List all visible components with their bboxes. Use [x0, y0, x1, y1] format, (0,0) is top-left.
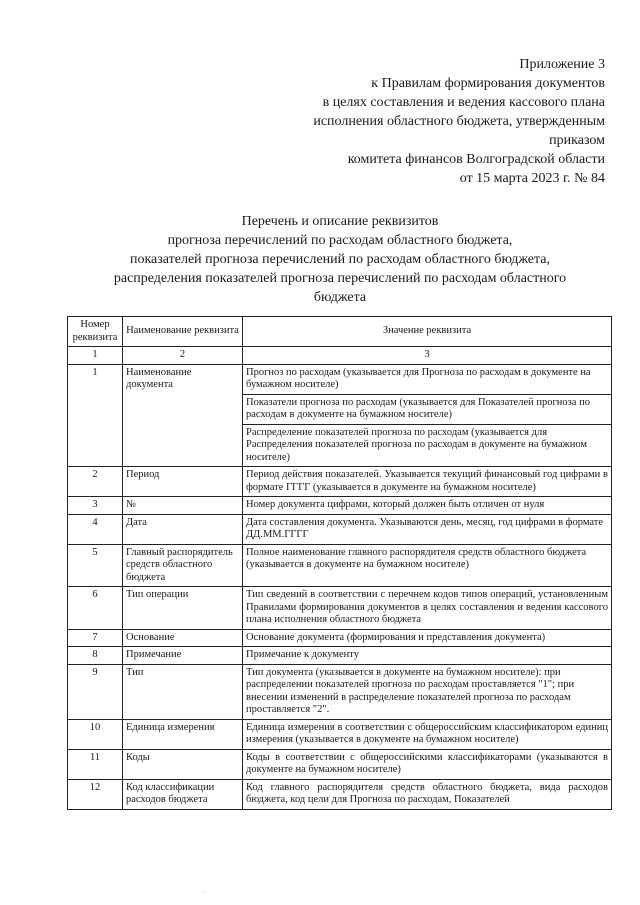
approval-line: исполнения областного бюджета, утвержденным: [313, 114, 605, 129]
row-name: Единица измерения: [123, 719, 243, 749]
row-value: Код главного распорядителя средств областного бюджета, вида расходов бюджета, код цели для Прогноза по расходам, Показателей: [243, 779, 612, 809]
table-row: [68, 629, 612, 647]
row-number: 6: [68, 587, 123, 630]
scan-artifact: .: [203, 889, 205, 895]
row-value: Примечание к документу: [243, 647, 612, 665]
row-number: 4: [68, 514, 123, 544]
row-name: Тип операции: [123, 587, 243, 630]
table-header-row: [68, 317, 612, 347]
requisites-table: [67, 316, 612, 810]
title-line: Перечень и описание реквизитов: [241, 214, 439, 229]
table-row: [68, 779, 612, 809]
row-name: Наименование документа: [123, 364, 243, 467]
header-value: Значение реквизита: [243, 317, 612, 347]
table-row: [68, 749, 612, 779]
row-number: 2: [68, 467, 123, 497]
row-name: Основание: [123, 629, 243, 647]
table-row: [68, 467, 612, 497]
row-name: Тип: [123, 664, 243, 719]
table-row: [68, 664, 612, 719]
row-name: Дата: [123, 514, 243, 544]
row-value: Основание документа (формирования и представления документа): [243, 629, 612, 647]
approval-line: комитета финансов Волгоградской области: [347, 152, 605, 167]
approval-line: приказом: [549, 133, 605, 148]
table-row: [68, 544, 612, 587]
table-row: [68, 514, 612, 544]
approval-line: Приложение 3: [519, 57, 605, 72]
row-value: Коды в соответствии с общероссийскими классификаторами (указываются в документе на бумажном носителе): [243, 749, 612, 779]
document-title: [60, 212, 620, 307]
row-value: Единица измерения в соответствии с общероссийским классификатором единиц измерения (указывается в документе на бумажном носителе): [243, 719, 612, 749]
header-col-number: 3: [243, 347, 612, 365]
approval-block: [275, 55, 605, 188]
title-line: показателей прогноза перечислений по расходам областного бюджета,: [129, 252, 551, 267]
row-value: Распределение показателей прогноза по расходам (указывается для Распределения показателей прогноза по расходам в документе на бумажном носителе): [243, 424, 612, 467]
table-row: [68, 497, 612, 515]
row-value: Тип документа (указывается в документе на бумажном носителе): при распределении показателей прогноза по расходам проставляется "1"; при внесении изменений в распределение показателей прогноза по расходам проставляется "2".: [243, 664, 612, 719]
title-line: распределения показателей прогноза перечислений по расходам областного: [113, 271, 567, 286]
row-number: 9: [68, 664, 123, 719]
row-number: 12: [68, 779, 123, 809]
row-name: Главный распорядитель средств областного бюджета: [123, 544, 243, 587]
table-row: [68, 364, 612, 394]
row-number: 7: [68, 629, 123, 647]
row-value: Дата составления документа. Указываются день, месяц, год цифрами в формате ДД.ММ.ГГГГ: [243, 514, 612, 544]
header-col-number: 1: [68, 347, 123, 365]
row-value: Полное наименование главного распорядителя средств областного бюджета (указывается в документе на бумажном носителе): [243, 544, 612, 587]
row-value: Тип сведений в соответствии с перечнем кодов типов операций, установленным Правилами формирования документов в целях составления и ведения кассового плана исполнения областного бюджета: [243, 587, 612, 630]
row-value: Номер документа цифрами, который должен быть отличен от нуля: [243, 497, 612, 515]
table-row: [68, 719, 612, 749]
approval-line: в целях составления и ведения кассового плана: [322, 95, 605, 110]
table-header-numbers-row: [68, 347, 612, 365]
title-line: прогноза перечислений по расходам областного бюджета,: [167, 233, 513, 248]
row-name: Код классификации расходов бюджета: [123, 779, 243, 809]
header-name: Наименование реквизита: [123, 317, 243, 347]
row-value: Показатели прогноза по расходам (указывается для Показателей прогноза по расходам в документе на бумажном носителе): [243, 394, 612, 424]
row-number: 3: [68, 497, 123, 515]
row-number: 11: [68, 749, 123, 779]
header-number: Номер реквизита: [68, 317, 123, 347]
header-col-number: 2: [123, 347, 243, 365]
row-number: 8: [68, 647, 123, 665]
row-value: Прогноз по расходам (указывается для Прогноза по расходам в документе на бумажном носителе): [243, 364, 612, 394]
row-name: Коды: [123, 749, 243, 779]
table-row: [68, 587, 612, 630]
row-name: Период: [123, 467, 243, 497]
approval-line: от 15 марта 2023 г. № 84: [459, 171, 605, 186]
row-number: 10: [68, 719, 123, 749]
row-name: №: [123, 497, 243, 515]
approval-line: к Правилам формирования документов: [371, 76, 605, 91]
row-number: 5: [68, 544, 123, 587]
row-number: 1: [68, 364, 123, 467]
row-value: Период действия показателей. Указывается текущий финансовый год цифрами в формате ГГГГ (указывается в документе на бумажном носителе): [243, 467, 612, 497]
table-row: [68, 647, 612, 665]
title-line: бюджета: [313, 290, 367, 305]
row-name: Примечание: [123, 647, 243, 665]
